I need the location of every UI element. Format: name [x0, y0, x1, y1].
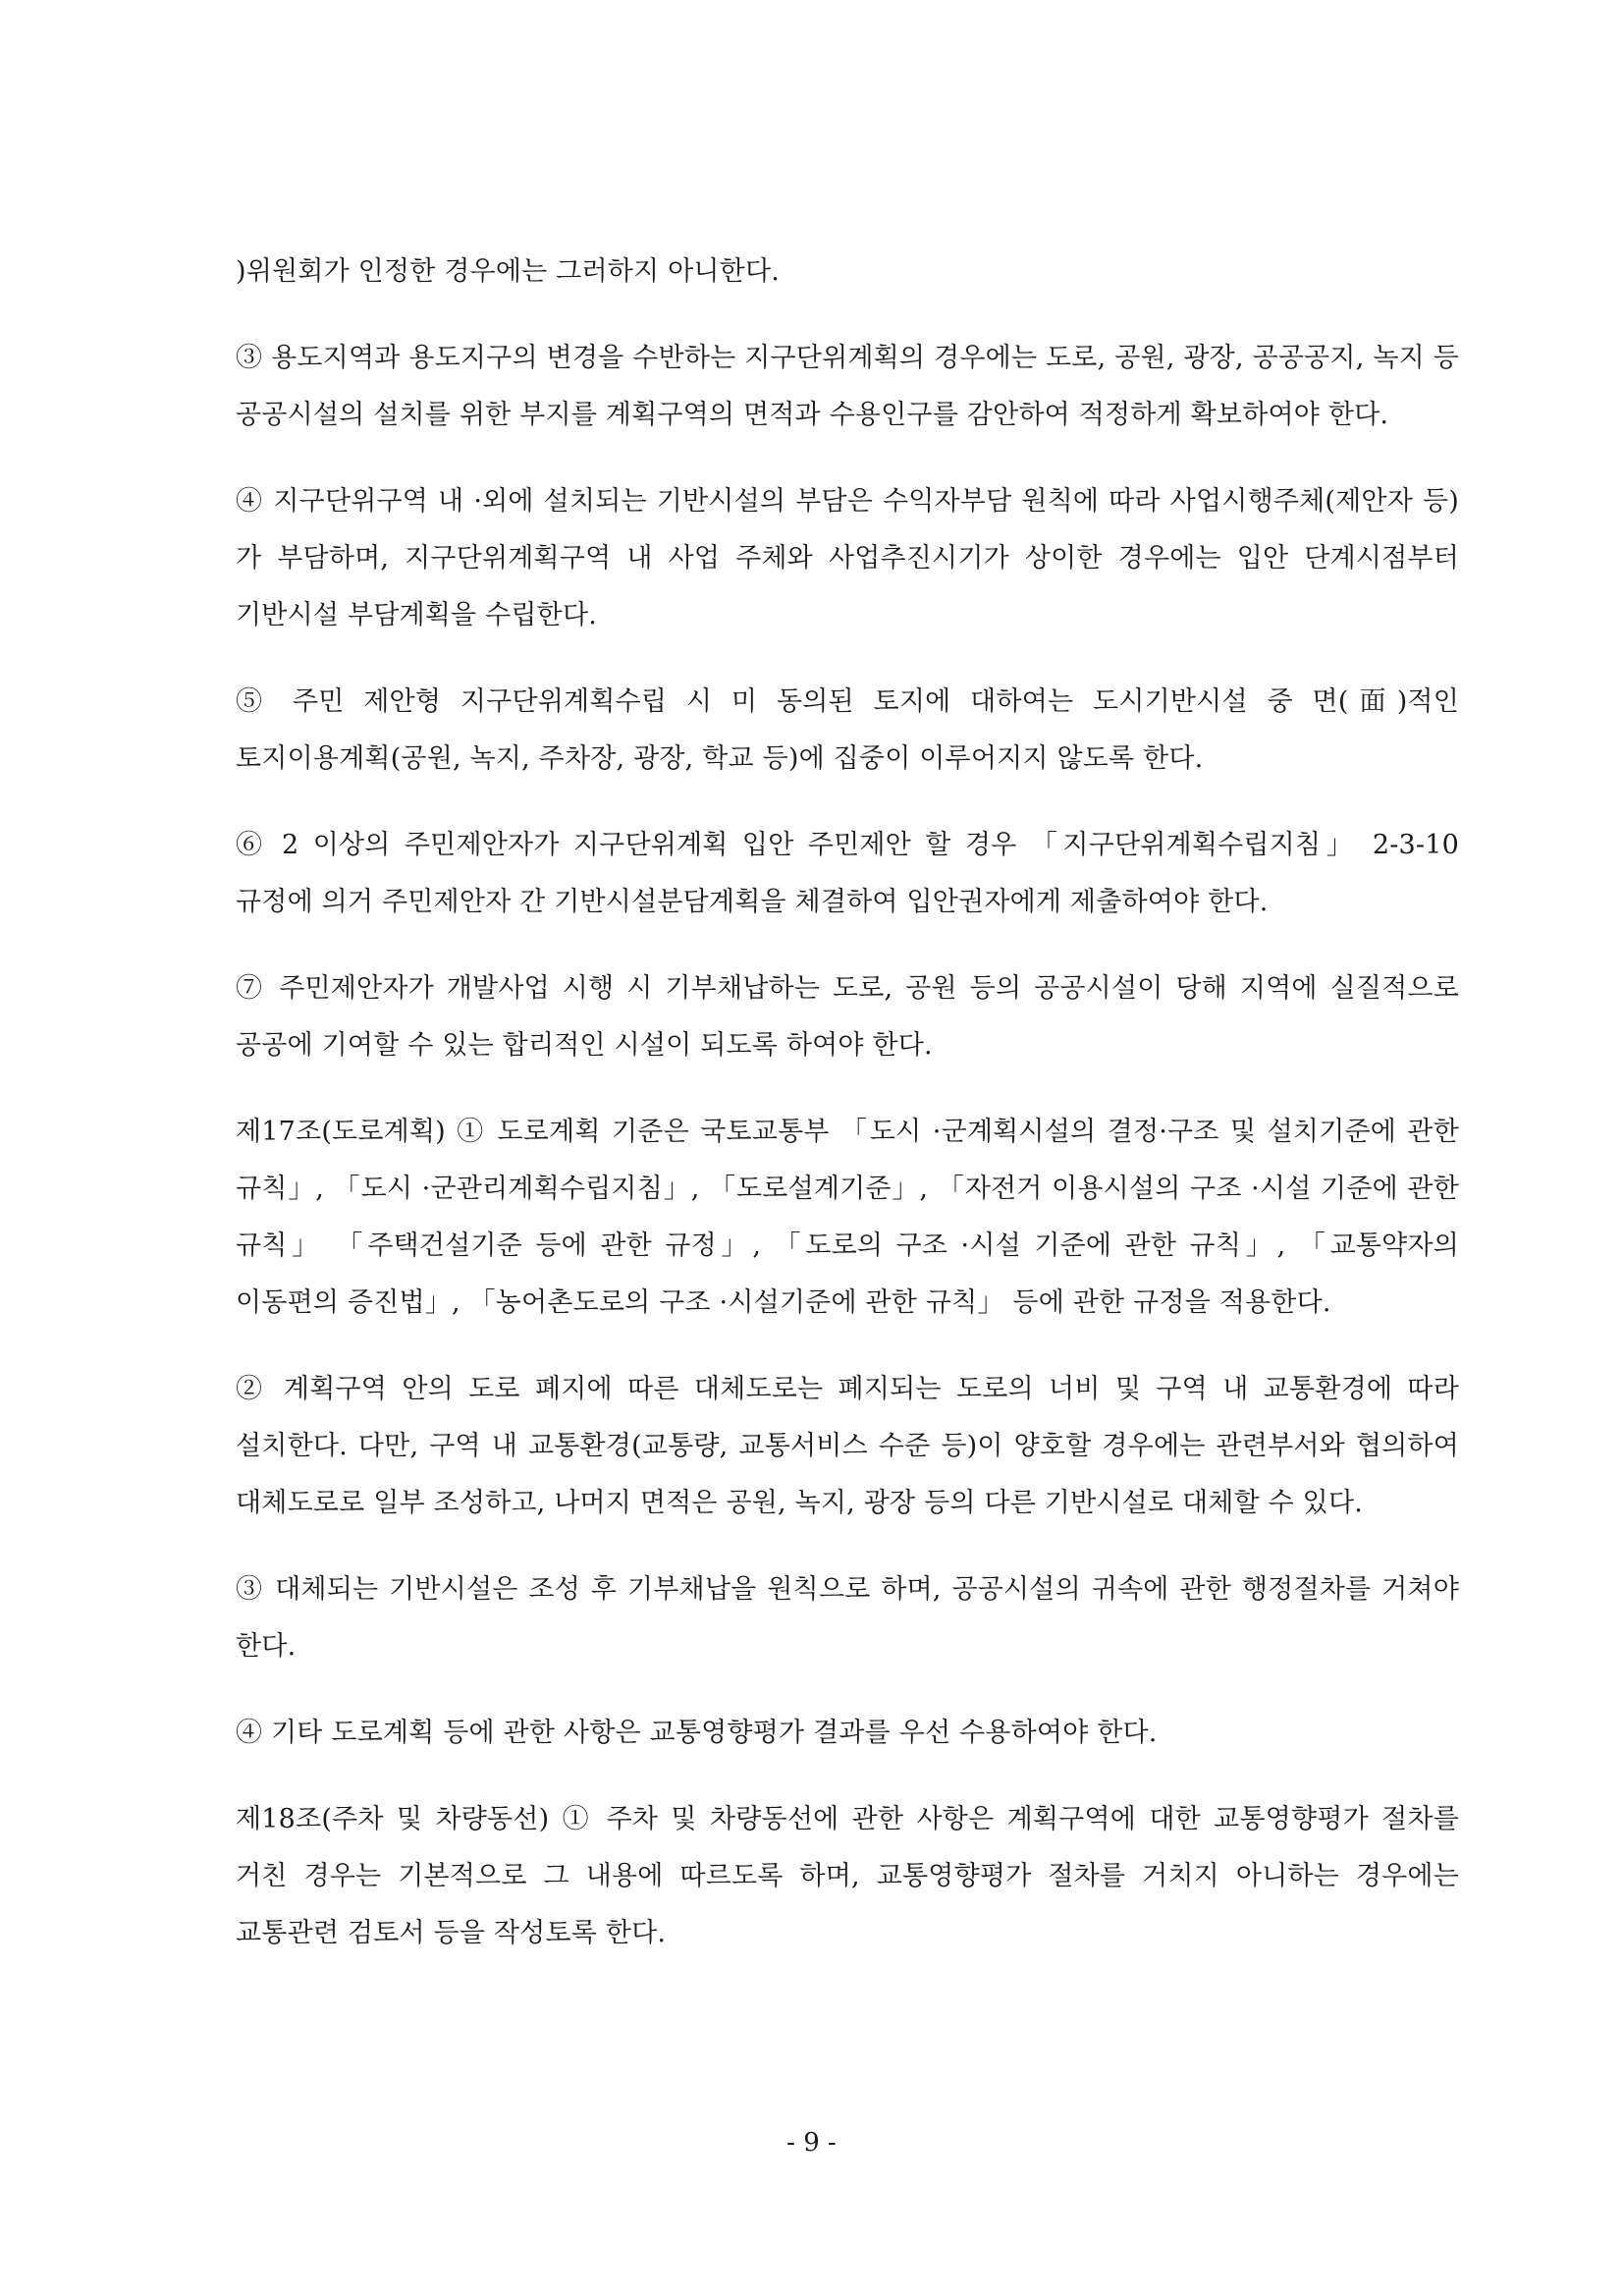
paragraph-article-17-clause-3: ③ 대체되는 기반시설은 조성 후 기부채납을 원칙으로 하며, 공공시설의 귀속에 관한 행정절차를 거쳐야 한다.	[236, 1574, 1459, 1662]
document-body	[236, 244, 1459, 1992]
paragraph-article-18: 제18조(주차 및 차량동선) ① 주차 및 차량동선에 관한 사항은 계획구역에 대한 교통영향평가 절차를 거친 경우는 기본적으로 그 내용에 따르도록 하며, 교통영향평가 절차를 거치지 아니하는 경우에는 교통관련 검토서 등을 작성토록 한다.	[236, 1804, 1459, 1948]
paragraph-continuation: )위원회가 인정한 경우에는 그러하지 아니한다.	[236, 256, 781, 287]
paragraph-clause-5: ⑤ 주민 제안형 지구단위계획수립 시 미 동의된 토지에 대하여는 도시기반시설 중 면(面)적인 토지이용계획(공원, 녹지, 주차장, 광장, 학교 등)에 집중이 이루어지지 않도록 한다.	[236, 686, 1459, 774]
paragraph-clause-4: ④ 지구단위구역 내 ·외에 설치되는 기반시설의 부담은 수익자부담 원칙에 따라 사업시행주체(제안자 등)가 부담하며, 지구단위계획구역 내 사업 주체와 사업추진시기가 상이한 경우에는 입안 단계시점부터 기반시설 부담계획을 수립한다.	[236, 486, 1459, 630]
page-number: - 9 -	[786, 2128, 837, 2158]
paragraph-clause-6: ⑥ 2 이상의 주민제안자가 지구단위계획 입안 주민제안 할 경우 「지구단위계획수립지침」 2-3-10 규정에 의거 주민제안자 간 기반시설분담계획을 체결하여 입안권자에게 제출하여야 한다.	[236, 830, 1459, 917]
paragraph-clause-7: ⑦ 주민제안자가 개발사업 시행 시 기부채납하는 도로, 공원 등의 공공시설이 당해 지역에 실질적으로 공공에 기여할 수 있는 합리적인 시설이 되도록 하여야 한다.	[236, 973, 1459, 1061]
paragraph-clause-3: ③ 용도지역과 용도지구의 변경을 수반하는 지구단위계획의 경우에는 도로, 공원, 광장, 공공공지, 녹지 등 공공시설의 설치를 위한 부지를 계획구역의 면적과 수용인구를 감안하여 적정하게 확보하여야 한다.	[236, 343, 1459, 430]
paragraph-article-17-clause-4: ④ 기타 도로계획 등에 관한 사항은 교통영향평가 결과를 우선 수용하여야 한다.	[236, 1718, 1158, 1748]
paragraph-article-17-clause-2: ② 계획구역 안의 도로 폐지에 따른 대체도로는 폐지되는 도로의 너비 및 구역 내 교통환경에 따라 설치한다. 다만, 구역 내 교통환경(교통량, 교통서비스 수준 등)이 양호할 경우에는 관련부서와 협의하여 대체도로로 일부 조성하고, 나머지 면적은 공원, 녹지, 광장 등의 다른 기반시설로 대체할 수 있다.	[236, 1374, 1459, 1518]
paragraph-article-17: 제17조(도로계획) ① 도로계획 기준은 국토교통부 「도시 ·군계획시설의 결정·구조 및 설치기준에 관한 규칙」, 「도시 ·군관리계획수립지침」, 「도로설계기준」, 「자전거 이용시설의 구조 ·시설 기준에 관한 규칙」 「주택건설기준 등에 관한 규정」, 「도로의 구조 ·시설 기준에 관한 규칙」, 「교통약자의 이동편의 증진법」, 「농어촌도로의 구조 ·시설기준에 관한 규칙」 등에 관한 규정을 적용한다.	[236, 1117, 1459, 1318]
